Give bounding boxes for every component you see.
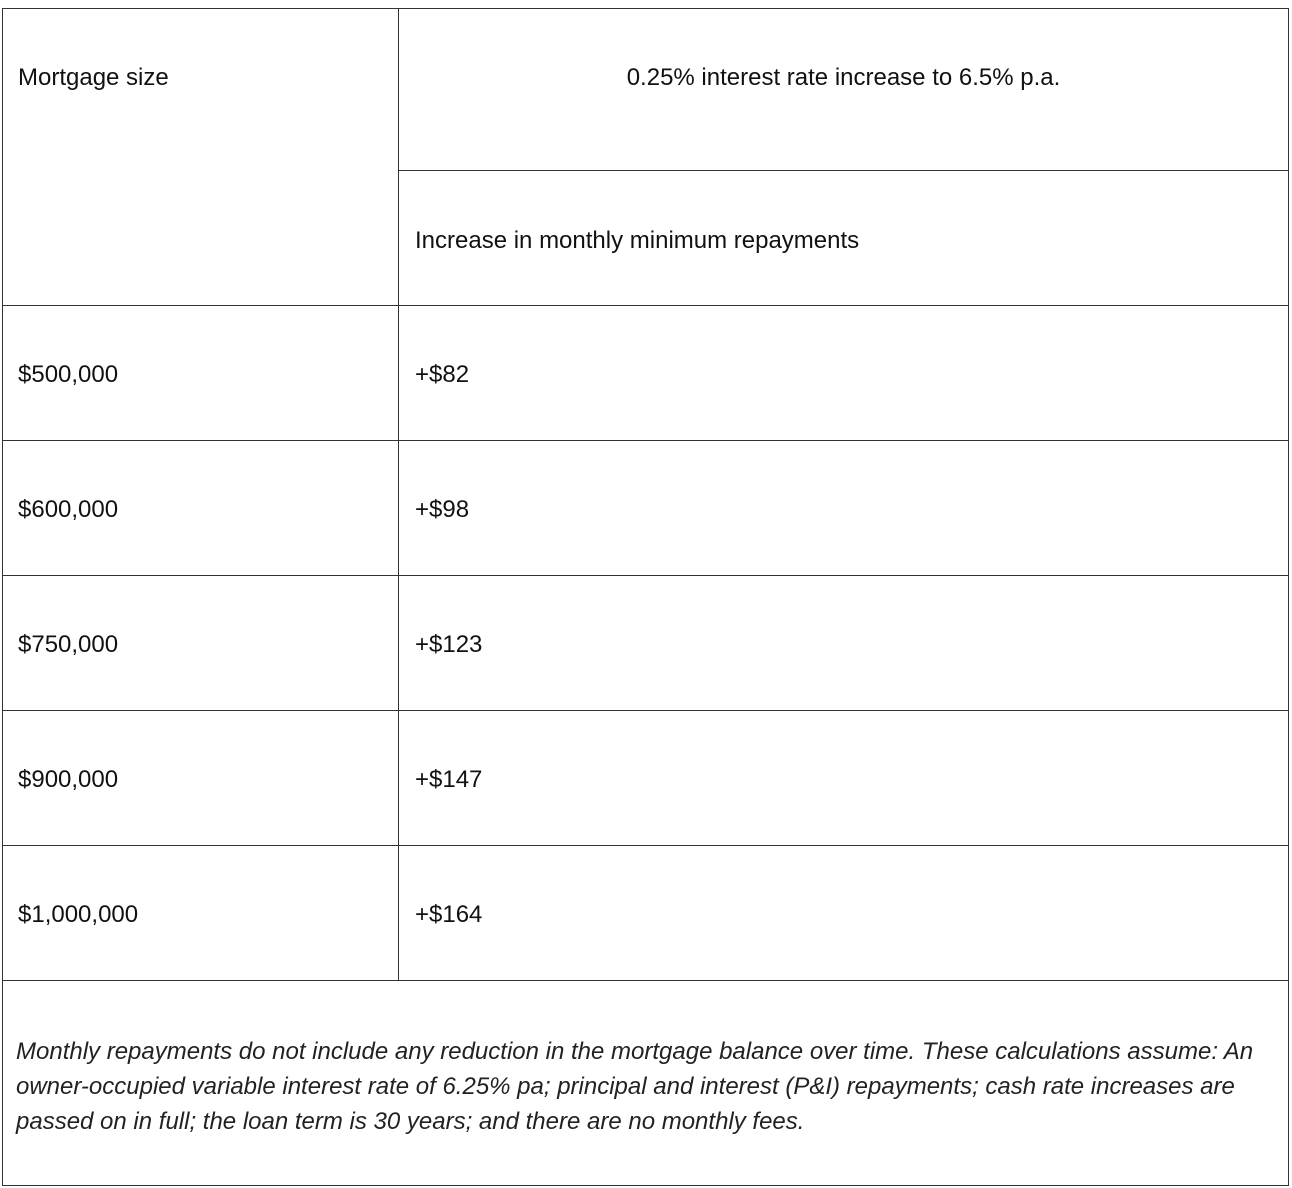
mortgage-size-cell: $500,000: [18, 361, 119, 388]
repayment-increase-cell: +$98: [415, 496, 470, 523]
footnote-divider: [3, 980, 1288, 981]
repayment-increase-cell: +$82: [415, 361, 470, 388]
row-divider: [3, 845, 1288, 846]
row-divider: [3, 575, 1288, 576]
row-divider: [3, 440, 1288, 441]
header-divider: [3, 305, 1288, 306]
mortgage-size-cell: $750,000: [18, 631, 119, 658]
repayment-increase-cell: +$123: [415, 631, 483, 658]
header-monthly-increase: Increase in monthly minimum repayments: [415, 227, 860, 254]
column-divider: [398, 9, 399, 980]
mortgage-size-cell: $900,000: [18, 766, 119, 793]
table-border: [2, 8, 1289, 1186]
row-divider: [3, 710, 1288, 711]
mortgage-size-cell: $600,000: [18, 496, 119, 523]
header-subrow-divider: [399, 170, 1288, 171]
header-rate-scenario: 0.25% interest rate increase to 6.5% p.a.: [626, 64, 1061, 91]
repayment-increase-cell: +$147: [415, 766, 483, 793]
mortgage-size-cell: $1,000,000: [18, 901, 139, 928]
header-mortgage-size: Mortgage size: [18, 64, 169, 91]
repayment-increase-cell: +$164: [415, 901, 483, 928]
footnote: Monthly repayments do not include any reduction in the mortgage balance over time. These calculations assume: An owner-occupied variable interest rate of 6.25% pa; principal and interest (P&I) repayments; cash rate increases are passed on in full; the loan term is 30 years; and there are no monthly fees.: [16, 1038, 1254, 1135]
